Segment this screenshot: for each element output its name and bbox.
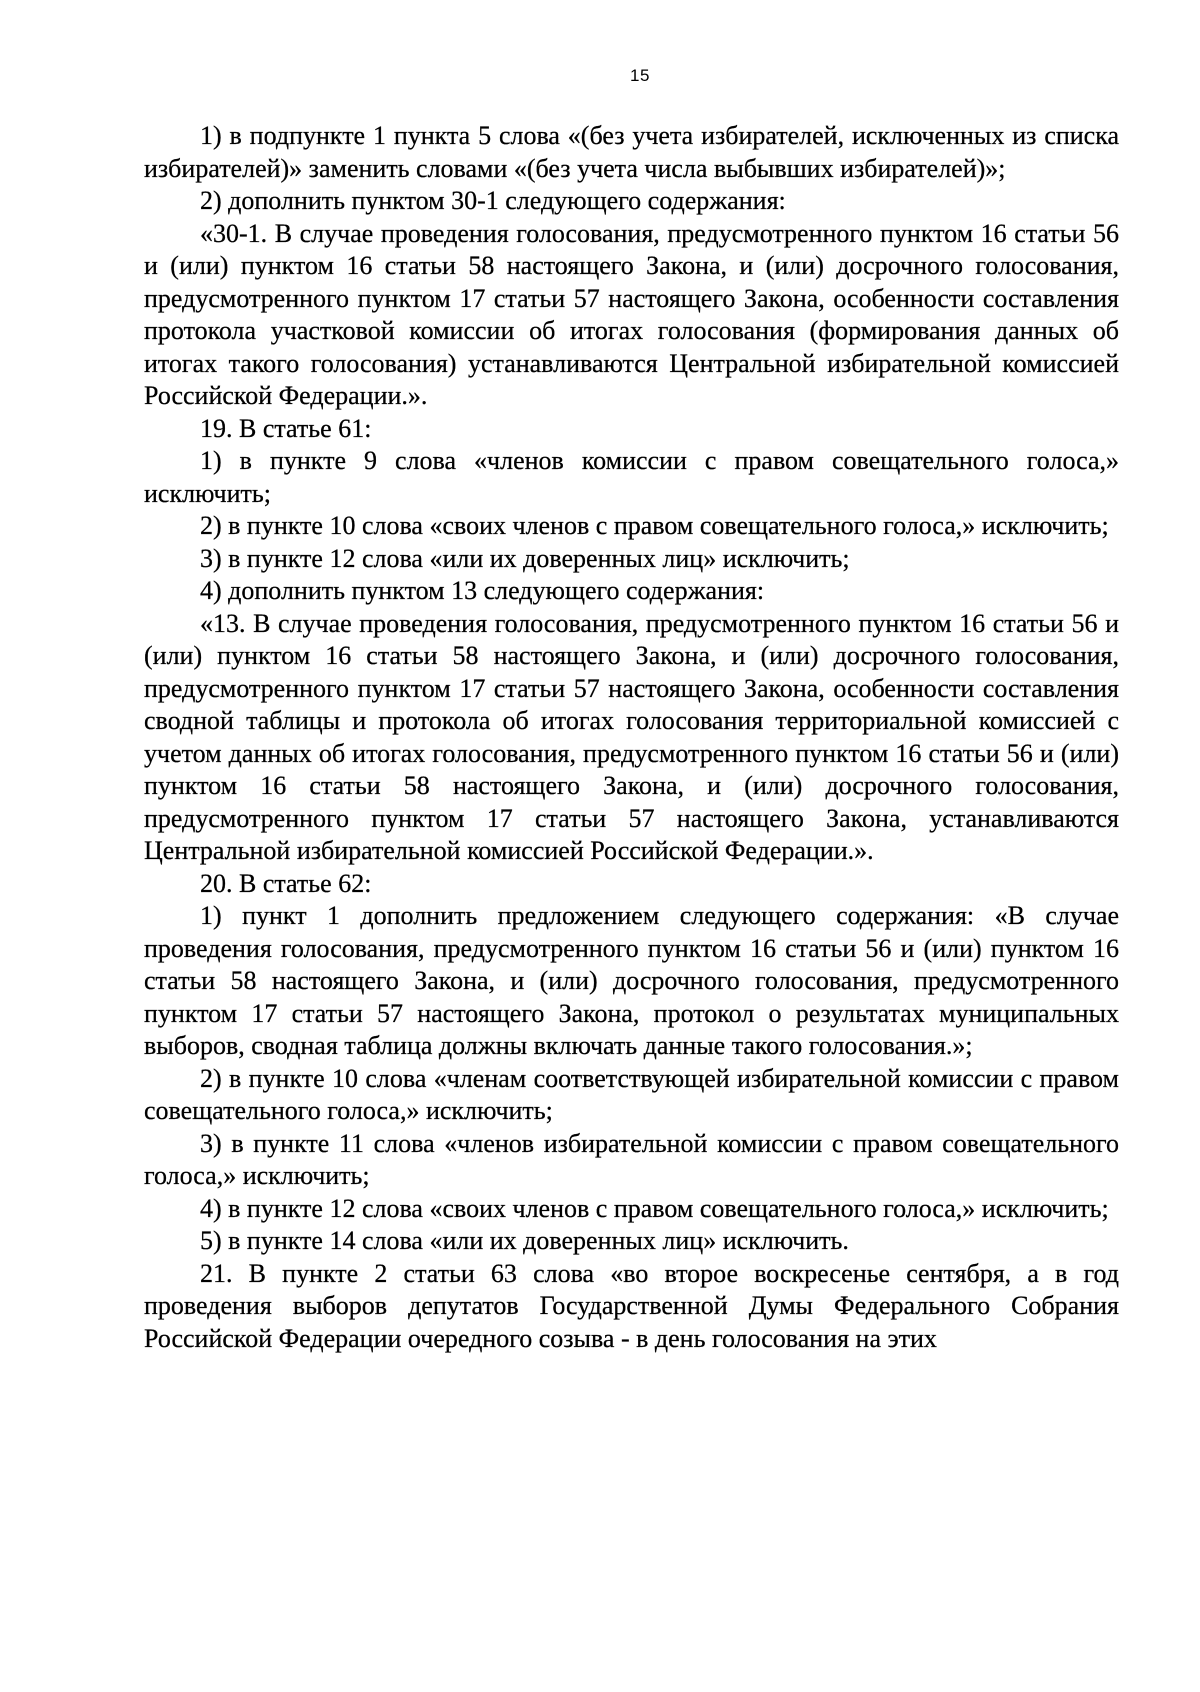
paragraph-10: 20. В статье 62:	[200, 868, 372, 898]
paragraph-13: 3) в пункте 11 слова «членов избирательной комиссии с правом совещательного голоса,» исключить;	[144, 1128, 1119, 1190]
paragraph-8: 4) дополнить пунктом 13 следующего содержания:	[200, 576, 765, 605]
paragraph-9: «13. В случае проведения голосования, предусмотренного пунктом 16 статьи 56 и (или) пунктом 16 статьи 58 настоящего Закона, и (или) досрочного голосования, предусмотренного пунктом 17 статьи 57 настоящего Закона, особенности составления сводной таблицы и протокола об итогах голосования территориальной комиссией с учетом данных об итогах голосования, предусмотренного пунктом 16 статьи 56 и (или) пунктом 16 статьи 58 настоящего Закона, и (или) досрочного голосования, предусмотренного пунктом 17 статьи 57 настоящего Закона, устанавливаются Центральной избирательной комиссией Российской Федерации.».	[144, 608, 1119, 865]
paragraph-3: «30-1. В случае проведения голосования, предусмотренного пунктом 16 статьи 56 и (или) пунктом 16 статьи 58 настоящего Закона, и (или) досрочного голосования, предусмотренного пунктом 17 статьи 57 настоящего Закона, особенности составления протокола участковой комиссии об итогах голосования (формирования данных об итогах такого голосования) устанавливаются Центральной избирательной комиссией Российской Федерации.».	[144, 218, 1119, 410]
paragraph-1: 1) в подпункте 1 пункта 5 слова «(без учета избирателей, исключенных из списка избирателей)» заменить словами «(без учета числа выбывших избирателей)»;	[144, 121, 1119, 183]
document-body	[144, 120, 1119, 1355]
paragraph-15: 5) в пункте 14 слова «или их доверенных лиц» исключить.	[200, 1226, 849, 1255]
paragraph-7: 3) в пункте 12 слова «или их доверенных лиц» исключить;	[200, 543, 850, 573]
paragraph-12: 2) в пункте 10 слова «членам соответствующей избирательной комиссии с правом совещательного голоса,» исключить;	[144, 1063, 1119, 1125]
paragraph-14: 4) в пункте 12 слова «своих членов с правом совещательного голоса,» исключить;	[200, 1193, 1109, 1223]
paragraph-5: 1) в пункте 9 слова «членов комиссии с правом совещательного голоса,» исключить;	[144, 446, 1119, 508]
paragraph-11: 1) пункт 1 дополнить предложением следующего содержания: «В случае проведения голосования, предусмотренного пунктом 16 статьи 56 и (или) пунктом 16 статьи 58 настоящего Закона, и (или) досрочного голосования, предусмотренного пунктом 17 статьи 57 настоящего Закона, протокол о результатах муниципальных выборов, сводная таблица должны включать данные такого голосования.»;	[144, 901, 1119, 1060]
paragraph-6: 2) в пункте 10 слова «своих членов с правом совещательного голоса,» исключить;	[200, 511, 1109, 540]
paragraph-4: 19. В статье 61:	[200, 413, 372, 443]
paragraph-2: 2) дополнить пунктом 30-1 следующего содержания:	[200, 186, 786, 215]
paragraph-16: 21. В пункте 2 статьи 63 слова «во второе воскресенье сентября, а в год проведения выборов депутатов Государственной Думы Федерального Собрания Российской Федерации очередного созыва - в день голосования на этих	[144, 1258, 1119, 1353]
page-number: 15	[630, 66, 650, 85]
